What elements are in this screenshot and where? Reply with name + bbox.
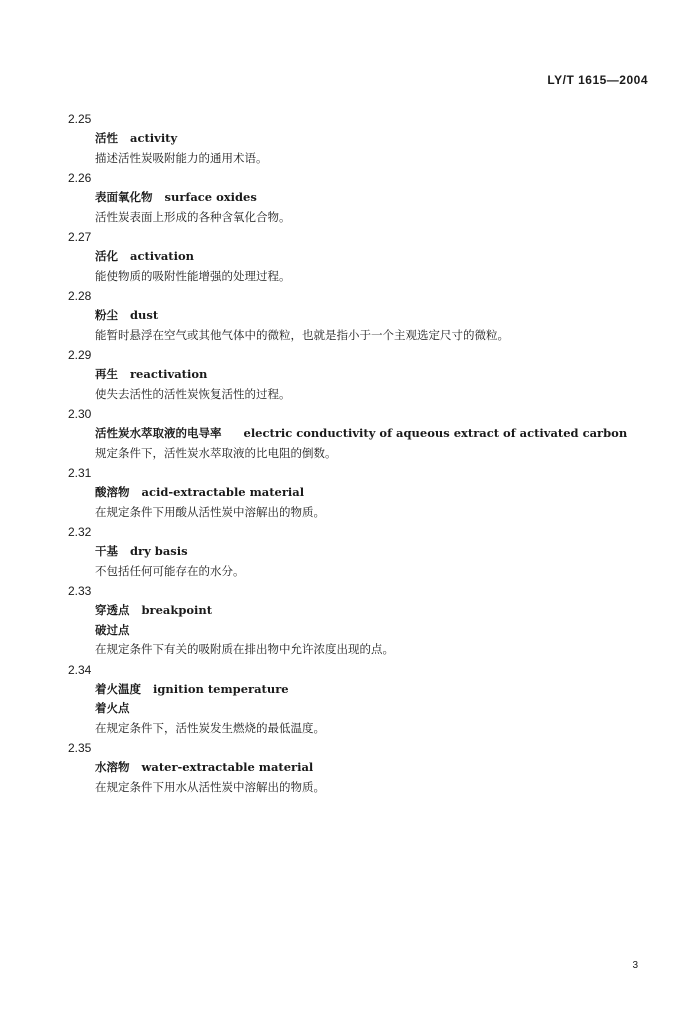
term-entry bbox=[68, 738, 668, 797]
term-english: activity bbox=[130, 131, 178, 145]
term-english: acid-extractable material bbox=[141, 485, 305, 499]
term-title bbox=[95, 601, 668, 621]
term-definition: 活性炭表面上形成的各种含氧化合物。 bbox=[95, 209, 291, 224]
term-number: 2.32 bbox=[68, 525, 92, 539]
term-synonym: 着火点 bbox=[95, 701, 130, 715]
term-english: ignition temperature bbox=[153, 681, 289, 696]
term-definition: 规定条件下，活性炭水萃取液的比电阻的倒数。 bbox=[95, 445, 337, 460]
term-entry bbox=[68, 168, 668, 227]
term-title bbox=[95, 247, 668, 267]
term-entry bbox=[68, 463, 668, 522]
term-chinese: 表面氧化物 bbox=[95, 190, 153, 204]
term-english: electric conductivity of aqueous extract of activated carbon bbox=[243, 426, 628, 440]
term-title bbox=[95, 758, 668, 778]
term-entry bbox=[68, 660, 668, 739]
term-number: 2.31 bbox=[68, 466, 92, 480]
term-definition: 在规定条件下有关的吸附质在排出物中允许浓度出现的点。 bbox=[95, 642, 394, 656]
term-entry bbox=[68, 404, 668, 463]
terms-list bbox=[68, 109, 668, 797]
term-number: 2.35 bbox=[68, 741, 92, 755]
term-definition: 在规定条件下用水从活性炭中溶解出的物质。 bbox=[95, 779, 325, 794]
term-definition: 能暂时悬浮在空气或其他气体中的微粒，也就是指小于一个主观选定尺寸的微粒。 bbox=[95, 327, 509, 342]
term-chinese: 活化 bbox=[95, 249, 118, 263]
term-english: breakpoint bbox=[141, 603, 213, 617]
term-english: activation bbox=[130, 249, 194, 263]
term-english: water-extractable material bbox=[141, 760, 314, 774]
page-header bbox=[547, 73, 648, 87]
term-chinese: 穿透点 bbox=[95, 603, 130, 617]
term-english: dry basis bbox=[130, 544, 188, 558]
term-number: 2.33 bbox=[68, 584, 92, 598]
term-definition: 能使物质的吸附性能增强的处理过程。 bbox=[95, 268, 291, 283]
term-title bbox=[95, 188, 668, 208]
term-number: 2.27 bbox=[68, 230, 92, 244]
term-number: 2.34 bbox=[68, 662, 92, 677]
term-definition: 使失去活性的活性炭恢复活性的过程。 bbox=[95, 386, 291, 401]
page-number: 3 bbox=[632, 960, 638, 971]
term-title bbox=[95, 542, 668, 562]
term-entry bbox=[68, 227, 668, 286]
term-english: dust bbox=[130, 308, 159, 322]
term-chinese: 着火温度 bbox=[95, 681, 141, 696]
term-synonym: 破过点 bbox=[95, 622, 130, 637]
term-entry bbox=[68, 522, 668, 581]
term-number: 2.26 bbox=[68, 171, 92, 185]
term-number: 2.28 bbox=[68, 289, 92, 303]
term-chinese: 活性炭水萃取液的电导率 bbox=[95, 426, 222, 440]
term-title bbox=[95, 365, 668, 385]
term-english: surface oxides bbox=[164, 190, 257, 204]
term-definition: 描述活性炭吸附能力的通用术语。 bbox=[95, 150, 268, 165]
term-chinese: 酸溶物 bbox=[95, 485, 130, 499]
term-number: 2.30 bbox=[68, 407, 92, 421]
term-definition: 在规定条件下用酸从活性炭中溶解出的物质。 bbox=[95, 504, 325, 519]
term-number: 2.29 bbox=[68, 348, 92, 362]
term-definition: 在规定条件下，活性炭发生燃烧的最低温度。 bbox=[95, 720, 325, 735]
term-chinese: 粉尘 bbox=[95, 308, 118, 322]
standard-code: LY/T 1615—2004 bbox=[547, 73, 648, 87]
term-title bbox=[95, 680, 668, 700]
term-chinese: 再生 bbox=[95, 367, 118, 381]
term-english: reactivation bbox=[130, 367, 208, 381]
term-title bbox=[95, 424, 668, 444]
term-chinese: 干基 bbox=[95, 544, 118, 558]
term-title bbox=[95, 483, 668, 503]
term-title bbox=[95, 129, 668, 149]
term-definition: 不包括任何可能存在的水分。 bbox=[95, 563, 245, 578]
term-entry bbox=[68, 345, 668, 404]
term-entry bbox=[68, 581, 668, 660]
term-number: 2.25 bbox=[68, 112, 92, 126]
term-chinese: 水溶物 bbox=[95, 760, 130, 774]
term-title bbox=[95, 306, 668, 326]
term-entry bbox=[68, 286, 668, 345]
term-chinese: 活性 bbox=[95, 131, 118, 145]
term-entry bbox=[68, 109, 668, 168]
